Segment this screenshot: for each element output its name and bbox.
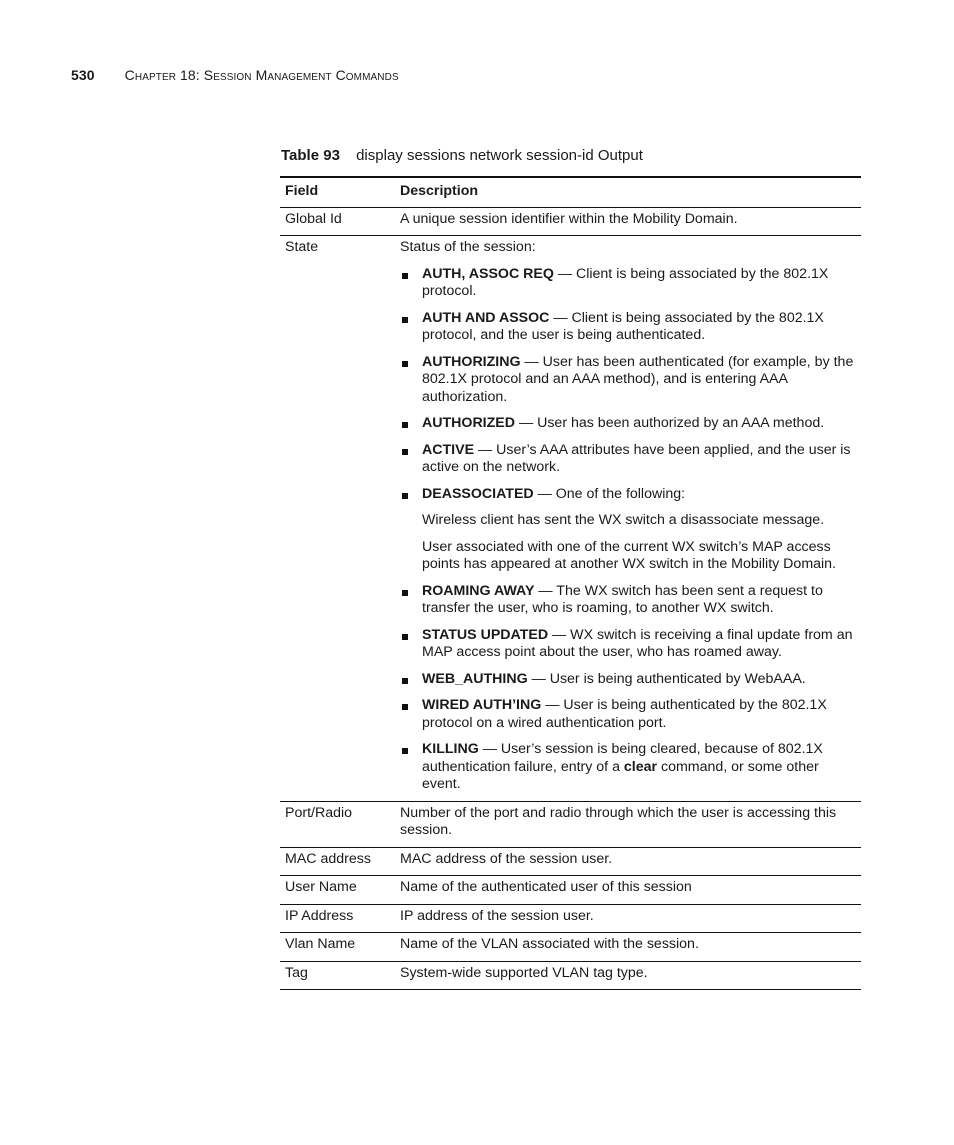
state-term: ROAMING AWAY — [422, 582, 535, 599]
table-row — [280, 933, 861, 962]
field-cell: User Name — [285, 879, 357, 895]
field-cell: Tag — [285, 964, 308, 981]
state-text: — Client is being associated by the 802.1X protocol. — [422, 265, 829, 299]
table-caption — [281, 147, 643, 164]
field-cell: State — [285, 239, 319, 255]
page-number: 530 — [71, 67, 95, 83]
state-list-item — [400, 442, 856, 477]
state-term: WIRED AUTH’ING — [422, 697, 542, 713]
description-cell: System-wide supported VLAN tag type. — [400, 964, 648, 981]
state-list-item — [400, 697, 856, 732]
field-cell: Global Id — [285, 210, 342, 227]
column-header-description: Description — [400, 183, 479, 199]
column-header-field: Field — [285, 183, 319, 199]
state-term: STATUS UPDATED — [422, 626, 549, 643]
state-term: AUTH AND ASSOC — [422, 309, 550, 326]
state-list-item — [400, 583, 856, 618]
field-cell: Vlan Name — [285, 936, 356, 952]
state-term: AUTHORIZED — [422, 415, 516, 431]
description-cell: MAC address of the session user. — [400, 850, 613, 867]
state-text: — WX switch is receiving a final update from an MAP access point about the user, who has roamed away. — [422, 626, 853, 660]
state-term: KILLING — [422, 741, 479, 757]
state-term: AUTH, ASSOC REQ — [422, 265, 554, 282]
table-caption-title: display sessions network session-id Output — [356, 147, 643, 164]
state-text: — User’s session is being cleared, because of 802.1X authentication failure, entry of a — [422, 741, 823, 775]
state-term: ACTIVE — [422, 441, 475, 458]
field-cell: IP Address — [285, 907, 354, 924]
chapter-title: Chapter 18: Session Management Commands — [124, 67, 399, 83]
table-row — [280, 847, 861, 876]
state-list-item — [400, 415, 856, 433]
state-list-item — [400, 266, 856, 301]
state-text: — User is being authenticated by WebAAA. — [527, 670, 806, 687]
state-text-after: command, or some other event. — [422, 758, 819, 792]
table-caption-label: Table 93 — [281, 147, 340, 164]
description-cell: A unique session identifier within the Mobility Domain. — [400, 210, 738, 227]
state-term: AUTHORIZING — [422, 353, 521, 370]
table-row-state — [280, 236, 861, 802]
state-text: — User has been authenticated (for example, by the 802.1X protocol and an AAA method), and is entering AAA authorization. — [422, 353, 854, 405]
state-text: — User has been authorized by an AAA method. — [515, 415, 825, 431]
session-output-table — [280, 176, 861, 990]
table-row — [280, 961, 861, 990]
state-list-item — [400, 354, 856, 407]
table-row — [280, 876, 861, 905]
state-text: — User is being authenticated by the 802.1X protocol on a wired authentication port. — [422, 697, 827, 731]
state-text: — User’s AAA attributes have been applied, and the user is active on the network. — [422, 441, 851, 475]
description-cell: Name of the authenticated user of this session — [400, 879, 692, 895]
page-header — [71, 67, 399, 83]
state-text: — Client is being associated by the 802.1X protocol, and the user is being authenticated. — [422, 309, 824, 343]
state-list-item — [400, 671, 856, 689]
state-text: — One of the following: — [533, 485, 686, 502]
description-cell: Name of the VLAN associated with the session. — [400, 936, 699, 952]
state-list — [400, 266, 856, 794]
clear-command: clear — [623, 758, 658, 775]
description-cell — [395, 236, 861, 802]
table-row — [280, 801, 861, 847]
description-cell: Number of the port and radio through which the user is accessing this session. — [400, 804, 837, 838]
table-header-row — [280, 177, 861, 207]
table-row — [280, 207, 861, 236]
state-term: WEB_AUTHING — [422, 670, 528, 687]
table-row — [280, 904, 861, 933]
field-cell: Port/Radio — [285, 804, 353, 821]
state-term: DEASSOCIATED — [422, 485, 534, 502]
state-sub-paragraph: Wireless client has sent the WX switch a disassociate message. — [422, 512, 825, 528]
state-list-item — [400, 486, 856, 574]
state-intro: Status of the session: — [400, 239, 536, 255]
state-list-item — [400, 741, 856, 794]
state-list-item — [400, 310, 856, 345]
field-cell: MAC address — [285, 850, 371, 867]
state-sub-paragraph: User associated with one of the current WX switch’s MAP access points has appeared at another WX switch in the Mobility Domain. — [422, 538, 837, 572]
state-text: — The WX switch has been sent a request to transfer the user, who is roaming, to another WX switch. — [422, 582, 823, 616]
state-list-item — [400, 627, 856, 662]
description-cell: IP address of the session user. — [400, 907, 594, 924]
